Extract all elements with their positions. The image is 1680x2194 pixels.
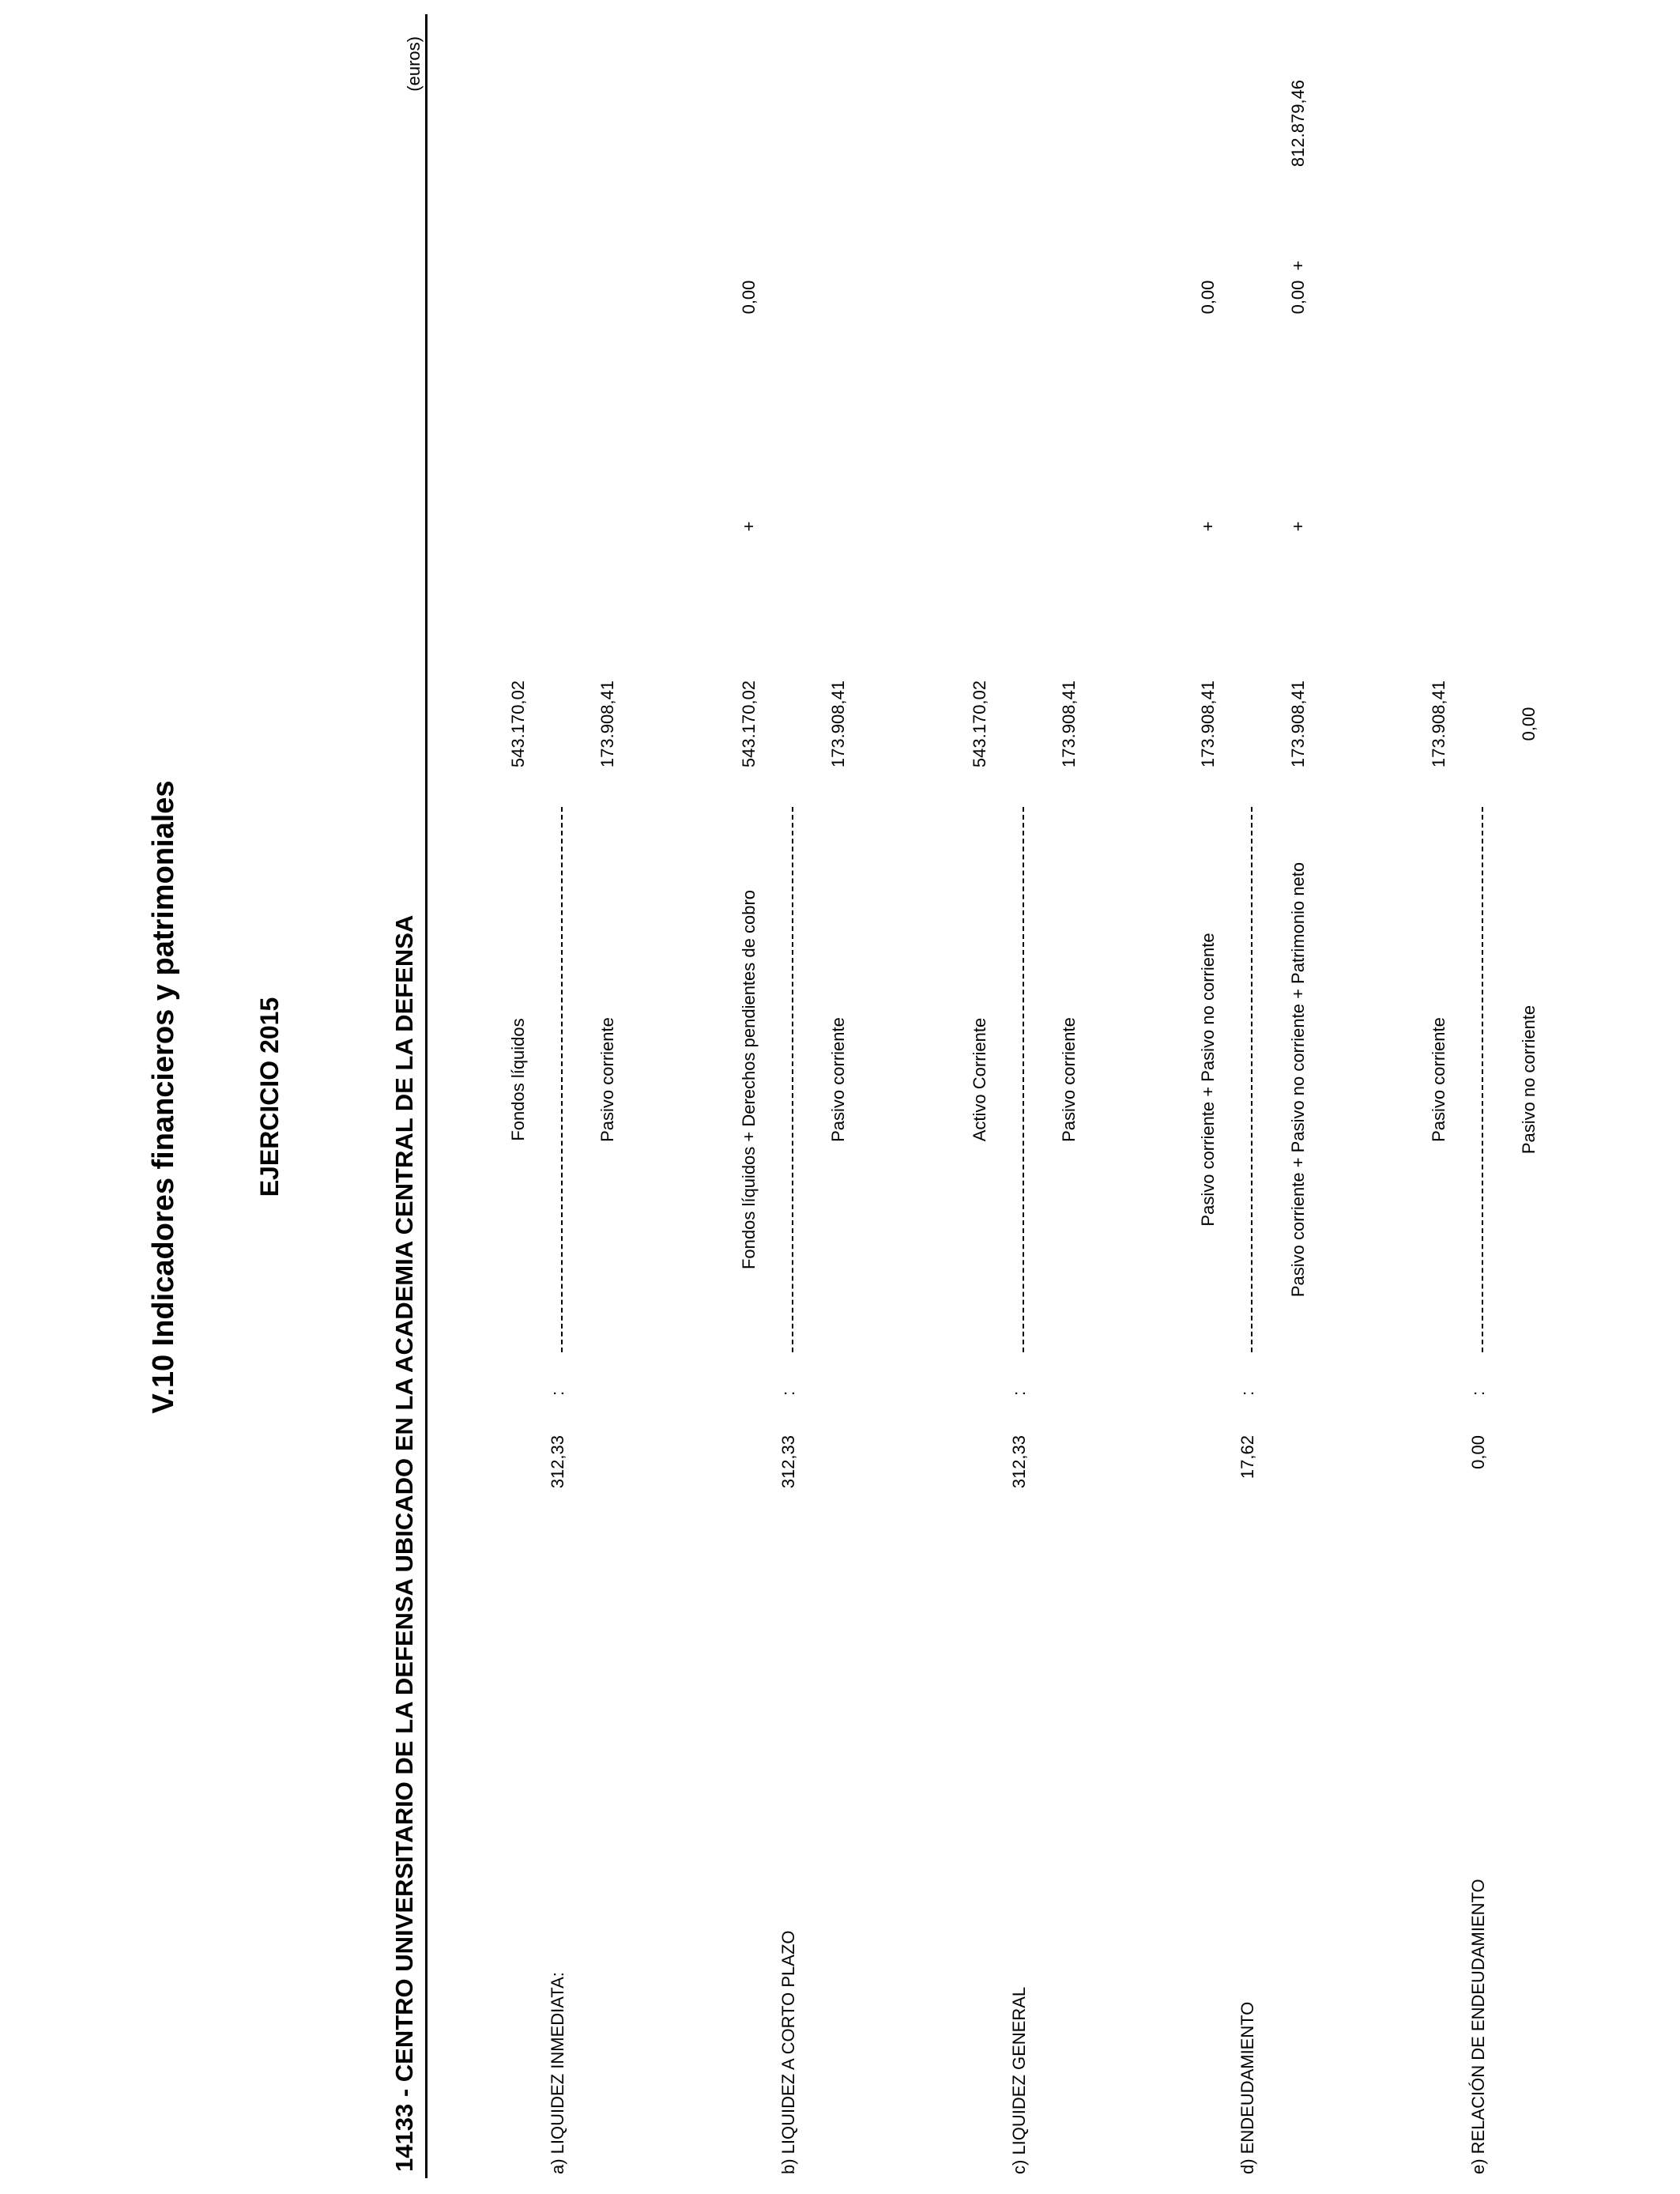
numerator-label: Fondos líquidos [508,1018,528,1141]
numerator-label: Pasivo corriente [1429,1017,1448,1142]
numerator-term: 0,00 [739,280,759,315]
entity-heading: 14133 - CENTRO UNIVERSITARIO DE LA DEFENSA UBICADO EN LA ACADEMIA CENTRAL DE LA DEFENSA [390,914,418,2172]
denominator-label: Pasivo corriente + Pasivo no corriente + Patrimonio neto [1288,861,1308,1298]
denominator-term: 0,00 [1519,707,1539,741]
numerator-term: 543.170,02 [508,680,528,768]
denominator-label: Pasivo corriente [828,1017,848,1142]
page-title: V.10 Indicadores financieros y patrimoniales [147,780,180,1414]
denominator-label: Pasivo no corriente [1519,1005,1539,1155]
denominator-label: Pasivo corriente [597,1017,617,1142]
ratio-colon: : [1009,1390,1029,1396]
indicator-value: 312,33 [548,1435,567,1489]
units-note: (euros) [404,36,424,92]
indicator-value: 0,00 [1468,1435,1488,1469]
denominator-term: 173.908,41 [1288,680,1308,768]
plus-operator: + [739,521,759,532]
ratio-colon: : [1468,1390,1488,1396]
indicator-value: 17,62 [1237,1435,1257,1480]
plus-operator: + [1288,260,1308,271]
indicator-label: c) LIQUIDEZ GENERAL [1009,1986,1029,2174]
indicator-label: a) LIQUIDEZ INMEDIATA: [548,1972,567,2174]
fraction-line [561,807,563,1352]
denominator-term: 173.908,41 [597,680,617,768]
exercise-year: EJERCICIO 2015 [255,997,284,1197]
numerator-term: 0,00 [1198,280,1218,315]
denominator-term: 812.879,46 [1288,79,1308,168]
ratio-colon: : [548,1390,567,1396]
fraction-line [792,807,793,1352]
indicator-value: 312,33 [1009,1435,1029,1489]
ratio-colon: : [778,1390,798,1396]
numerator-label: Fondos líquidos + Derechos pendientes de cobro [739,889,759,1270]
denominator-term: 173.908,41 [1059,680,1079,768]
indicator-label: e) RELACIÓN DE ENDEUDAMIENTO [1468,1879,1488,2174]
denominator-label: Pasivo corriente [1059,1017,1079,1142]
numerator-term: 543.170,02 [970,680,989,768]
fraction-line [1251,807,1252,1352]
numerator-label: Activo Corriente [970,1017,989,1142]
indicator-label: d) ENDEUDAMIENTO [1237,2001,1257,2174]
plus-operator: + [1198,521,1218,532]
numerator-label: Pasivo corriente + Pasivo no corriente [1198,933,1218,1227]
plus-operator: + [1288,521,1308,532]
numerator-term: 543.170,02 [739,680,759,768]
fraction-line [1482,807,1483,1352]
numerator-term: 173.908,41 [1198,680,1218,768]
fraction-line [1023,807,1024,1352]
header-rule [425,14,428,2178]
denominator-term: 173.908,41 [828,680,848,768]
indicator-label: b) LIQUIDEZ A CORTO PLAZO [778,1930,798,2174]
ratio-colon: : [1237,1390,1257,1396]
indicator-value: 312,33 [778,1435,798,1489]
denominator-term: 0,00 [1288,280,1308,315]
numerator-term: 173.908,41 [1429,680,1448,768]
